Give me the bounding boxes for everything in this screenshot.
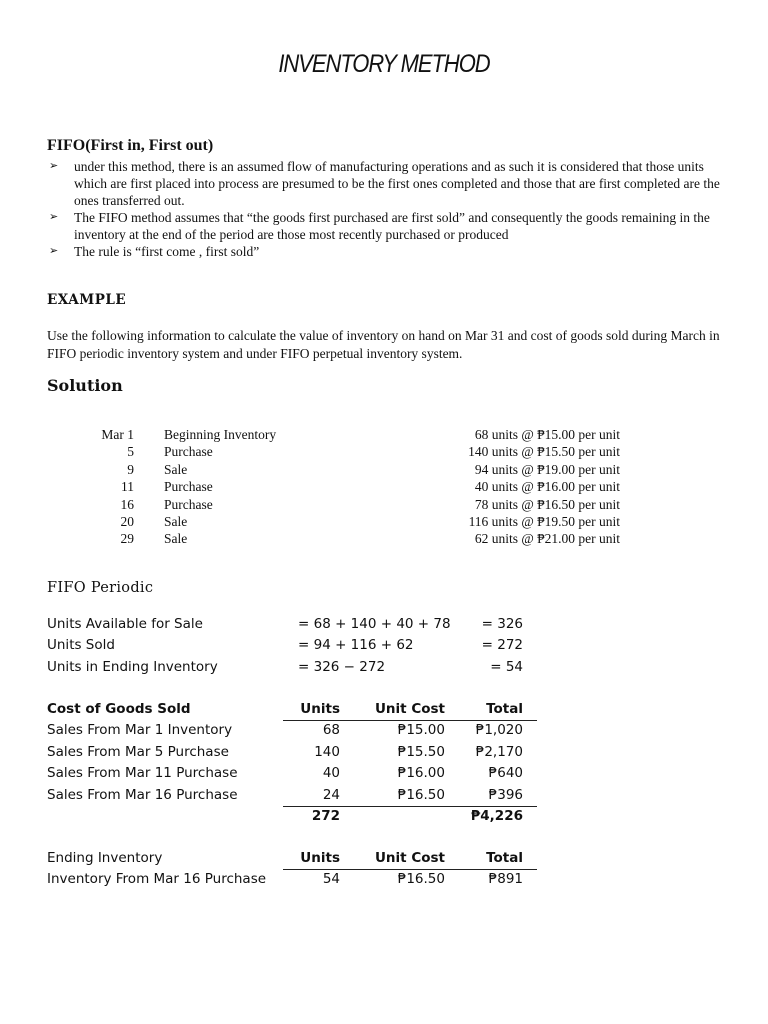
calc-expression: = 326 − 272 <box>298 659 386 675</box>
table-cell: ₱16.50 <box>397 786 445 803</box>
table-cell: ₱16.00 <box>397 765 445 782</box>
header-underline <box>283 720 537 721</box>
units-calc-row <box>0 616 768 637</box>
table-cell: Inventory From Mar 16 Purchase <box>47 871 267 888</box>
calc-label: Units Available for Sale <box>47 616 203 632</box>
fifo-bullet-list <box>47 158 737 260</box>
total-units: 272 <box>311 807 340 824</box>
bullet-text: The rule is “first come , first sold” <box>74 244 260 259</box>
transaction-date: 9 <box>127 461 134 477</box>
transaction-description: Sale <box>164 513 188 529</box>
table-cell: 24 <box>322 786 340 803</box>
column-header: Unit Cost <box>374 850 445 866</box>
transaction-description: Purchase <box>164 479 213 495</box>
transaction-quantity: 94 units @ ₱19.00 per unit <box>474 461 620 477</box>
transaction-row <box>0 479 768 496</box>
calc-expression: = 68 + 140 + 40 + 78 <box>298 616 451 632</box>
table-cell: Sales From Mar 16 Purchase <box>47 786 238 803</box>
transaction-quantity: 78 units @ ₱16.50 per unit <box>474 496 620 512</box>
transaction-date: Mar 1 <box>101 427 134 442</box>
transaction-row <box>0 444 768 461</box>
transaction-row <box>0 462 768 479</box>
transaction-date: 16 <box>120 496 134 512</box>
transaction-description: Purchase <box>164 496 213 512</box>
column-header: Cost of Goods Sold <box>47 701 191 717</box>
ending-inventory-table <box>0 850 768 893</box>
table-row <box>0 744 768 765</box>
calc-result: = 326 <box>481 616 523 632</box>
table-cell: ₱15.00 <box>397 722 445 739</box>
calc-result: = 272 <box>481 637 523 653</box>
transaction-list <box>0 427 768 549</box>
transaction-quantity: 140 units @ ₱15.50 per unit <box>468 444 620 460</box>
table-cell: Sales From Mar 1 Inventory <box>47 722 233 739</box>
transaction-quantity: 62 units @ ₱21.00 per unit <box>474 531 620 547</box>
transaction-description: Sale <box>164 461 188 477</box>
table-cell: 54 <box>322 871 340 888</box>
transaction-description: Purchase <box>164 444 213 460</box>
table-cell: ₱1,020 <box>475 722 523 739</box>
table-cell: Sales From Mar 5 Purchase <box>47 743 229 760</box>
column-header: Unit Cost <box>374 701 445 717</box>
column-header: Total <box>486 850 523 866</box>
fifo-periodic-heading: FIFO Periodic <box>47 580 154 596</box>
table-cell: ₱2,170 <box>475 743 523 760</box>
subtotal-divider <box>283 806 537 807</box>
table-cell: ₱16.50 <box>397 871 445 888</box>
transaction-description: Beginning Inventory <box>164 427 277 442</box>
bullet-text: under this method, there is an assumed flow of manufacturing operations and as such it is considered that those units which are first placed into process are presumed to be the first ones completed and those that are first completed are the ones transferred out. <box>74 159 720 208</box>
arrow-bullet-icon: ➢ <box>49 160 59 172</box>
table-cell: ₱891 <box>488 871 523 888</box>
total-amount: ₱4,226 <box>470 807 523 824</box>
header-underline <box>283 869 537 870</box>
transaction-row <box>0 497 768 514</box>
example-heading: EXAMPLE <box>47 292 127 308</box>
transaction-date: 11 <box>121 479 134 495</box>
transaction-description: Sale <box>164 531 188 547</box>
transaction-quantity: 116 units @ ₱19.50 per unit <box>468 513 620 529</box>
table-cell: ₱15.50 <box>397 743 445 760</box>
table-row <box>0 871 768 892</box>
column-header: Units <box>300 701 340 717</box>
table-row <box>0 765 768 786</box>
table-cell: 68 <box>322 722 340 739</box>
arrow-bullet-icon: ➢ <box>49 245 59 257</box>
table-cell: ₱396 <box>488 786 523 803</box>
solution-heading: Solution <box>47 376 123 395</box>
column-header: Total <box>486 701 523 717</box>
table-row <box>0 787 768 808</box>
calc-result: = 54 <box>490 659 523 675</box>
bullet-item <box>47 243 737 260</box>
transaction-quantity: 68 units @ ₱15.00 per unit <box>474 427 620 442</box>
transaction-quantity: 40 units @ ₱16.00 per unit <box>474 479 620 495</box>
column-header: Ending Inventory <box>47 850 163 866</box>
table-cell: ₱640 <box>488 765 523 782</box>
transaction-row <box>0 427 768 444</box>
transaction-date: 5 <box>127 444 134 460</box>
transaction-row <box>0 514 768 531</box>
table-cell: Sales From Mar 11 Purchase <box>47 765 238 782</box>
transaction-row <box>0 531 768 548</box>
bullet-item <box>47 209 737 243</box>
bullet-text: The FIFO method assumes that “the goods first purchased are first sold” and consequently the goods remaining in the inventory at the end of the period are those most recently purchased or produced <box>74 210 710 242</box>
table-cell: 140 <box>314 743 340 760</box>
column-header: Units <box>300 850 340 866</box>
page-title: INVENTORY METHOD <box>278 50 490 78</box>
fifo-heading: FIFO(First in, First out) <box>47 137 214 154</box>
bullet-item <box>47 158 737 209</box>
table-cell: 40 <box>322 765 340 782</box>
table-row <box>0 722 768 743</box>
units-calc-row <box>0 659 768 680</box>
table-total-row <box>0 808 768 829</box>
arrow-bullet-icon: ➢ <box>49 211 59 223</box>
units-calc-row <box>0 637 768 658</box>
transaction-date: 29 <box>120 531 134 547</box>
example-paragraph: Use the following information to calculate the value of inventory on hand on Mar 31 and cost of goods sold during March in FIFO periodic inventory system and under FIFO perpetual inventory system. <box>47 328 720 361</box>
calc-expression: = 94 + 116 + 62 <box>298 637 414 653</box>
transaction-date: 20 <box>120 513 134 529</box>
calc-label: Units Sold <box>47 637 115 653</box>
calc-label: Units in Ending Inventory <box>47 659 218 675</box>
